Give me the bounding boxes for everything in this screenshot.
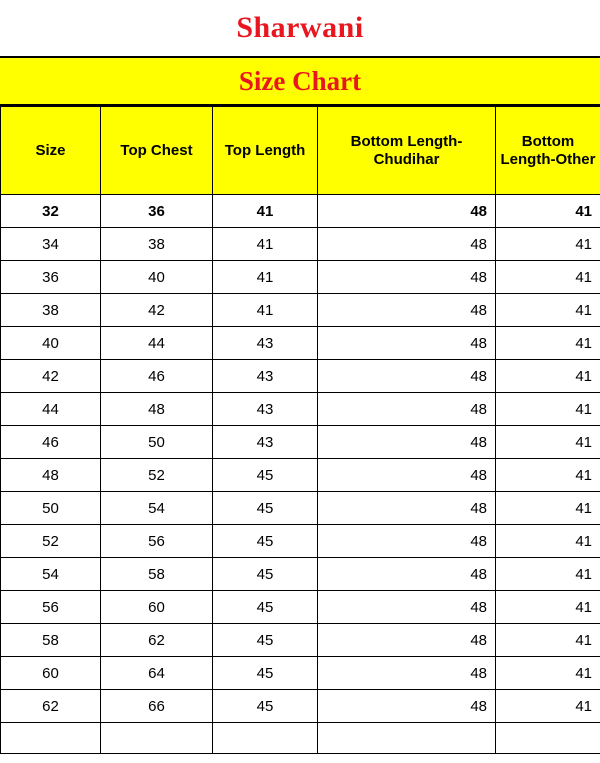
- cell-bottom-length-chudihar: 48: [318, 228, 496, 261]
- cell-top-chest: 66: [101, 690, 213, 723]
- cell-top-chest: 48: [101, 393, 213, 426]
- table-row: [1, 558, 600, 591]
- cell-blank: [1, 723, 101, 754]
- cell-top-length: 45: [213, 525, 318, 558]
- cell-top-length: 45: [213, 690, 318, 723]
- column-header-bottom-length-chudihar: Bottom Length-Chudihar: [318, 107, 496, 195]
- table-row: [1, 459, 600, 492]
- cell-size: 36: [1, 261, 101, 294]
- cell-size: 56: [1, 591, 101, 624]
- cell-size: 38: [1, 294, 101, 327]
- document-subtitle-row: [0, 58, 600, 106]
- cell-size: 50: [1, 492, 101, 525]
- cell-top-chest: 50: [101, 426, 213, 459]
- cell-blank: [101, 723, 213, 754]
- cell-size: 54: [1, 558, 101, 591]
- cell-bottom-length-chudihar: 48: [318, 327, 496, 360]
- size-chart-table: [0, 106, 600, 754]
- cell-bottom-length-other: 41: [496, 459, 600, 492]
- cell-bottom-length-chudihar: 48: [318, 525, 496, 558]
- cell-bottom-length-chudihar: 48: [318, 261, 496, 294]
- cell-top-length: 43: [213, 360, 318, 393]
- table-row: [1, 294, 600, 327]
- cell-top-chest: 56: [101, 525, 213, 558]
- cell-top-chest: 44: [101, 327, 213, 360]
- cell-size: 52: [1, 525, 101, 558]
- table-header-row: [1, 107, 600, 195]
- column-header-top-length: Top Length: [213, 107, 318, 195]
- cell-bottom-length-other: 41: [496, 657, 600, 690]
- column-header-size: Size: [1, 107, 101, 195]
- cell-bottom-length-chudihar: 48: [318, 492, 496, 525]
- cell-bottom-length-other: 41: [496, 558, 600, 591]
- cell-top-length: 43: [213, 426, 318, 459]
- cell-top-length: 43: [213, 393, 318, 426]
- table-row: [1, 228, 600, 261]
- table-row: [1, 525, 600, 558]
- page-subtitle: Size Chart: [238, 65, 362, 96]
- cell-top-chest: 62: [101, 624, 213, 657]
- cell-top-length: 45: [213, 492, 318, 525]
- cell-top-length: 45: [213, 459, 318, 492]
- cell-bottom-length-chudihar: 48: [318, 294, 496, 327]
- table-header: [1, 107, 600, 195]
- cell-bottom-length-chudihar: 48: [318, 459, 496, 492]
- table-row: [1, 195, 600, 228]
- cell-top-length: 45: [213, 591, 318, 624]
- cell-top-chest: 46: [101, 360, 213, 393]
- cell-bottom-length-other: 41: [496, 228, 600, 261]
- cell-bottom-length-chudihar: 48: [318, 360, 496, 393]
- cell-top-length: 41: [213, 294, 318, 327]
- table-row: [1, 393, 600, 426]
- cell-bottom-length-other: 41: [496, 393, 600, 426]
- table-row-blank: [1, 723, 600, 754]
- cell-bottom-length-chudihar: 48: [318, 657, 496, 690]
- cell-blank: [496, 723, 600, 754]
- cell-top-chest: 52: [101, 459, 213, 492]
- cell-size: 42: [1, 360, 101, 393]
- table-row: [1, 492, 600, 525]
- column-header-top-chest: Top Chest: [101, 107, 213, 195]
- cell-top-length: 45: [213, 624, 318, 657]
- cell-bottom-length-other: 41: [496, 492, 600, 525]
- cell-bottom-length-other: 41: [496, 195, 600, 228]
- cell-top-length: 43: [213, 327, 318, 360]
- cell-size: 58: [1, 624, 101, 657]
- cell-top-chest: 38: [101, 228, 213, 261]
- cell-blank: [213, 723, 318, 754]
- cell-bottom-length-chudihar: 48: [318, 195, 496, 228]
- cell-top-length: 41: [213, 195, 318, 228]
- cell-top-length: 41: [213, 228, 318, 261]
- cell-top-chest: 60: [101, 591, 213, 624]
- cell-bottom-length-other: 41: [496, 690, 600, 723]
- cell-size: 34: [1, 228, 101, 261]
- table-row: [1, 690, 600, 723]
- table-row: [1, 657, 600, 690]
- cell-bottom-length-other: 41: [496, 261, 600, 294]
- page-title: Sharwani: [236, 11, 364, 44]
- cell-bottom-length-chudihar: 48: [318, 624, 496, 657]
- cell-size: 40: [1, 327, 101, 360]
- cell-bottom-length-other: 41: [496, 591, 600, 624]
- table-row: [1, 426, 600, 459]
- cell-top-length: 45: [213, 558, 318, 591]
- cell-blank: [318, 723, 496, 754]
- cell-top-length: 41: [213, 261, 318, 294]
- cell-bottom-length-other: 41: [496, 360, 600, 393]
- table-row: [1, 360, 600, 393]
- cell-top-chest: 36: [101, 195, 213, 228]
- table-row: [1, 591, 600, 624]
- cell-bottom-length-other: 41: [496, 294, 600, 327]
- cell-top-chest: 64: [101, 657, 213, 690]
- cell-bottom-length-chudihar: 48: [318, 393, 496, 426]
- cell-size: 62: [1, 690, 101, 723]
- cell-bottom-length-chudihar: 48: [318, 426, 496, 459]
- cell-bottom-length-other: 41: [496, 327, 600, 360]
- cell-top-chest: 40: [101, 261, 213, 294]
- column-header-bottom-length-other: Bottom Length-Other: [496, 107, 600, 195]
- cell-size: 60: [1, 657, 101, 690]
- table-row: [1, 261, 600, 294]
- cell-bottom-length-other: 41: [496, 525, 600, 558]
- cell-size: 48: [1, 459, 101, 492]
- cell-size: 32: [1, 195, 101, 228]
- cell-top-length: 45: [213, 657, 318, 690]
- cell-bottom-length-other: 41: [496, 624, 600, 657]
- cell-bottom-length-other: 41: [496, 426, 600, 459]
- table-body: [1, 195, 600, 754]
- document-title-row: [0, 0, 600, 58]
- cell-bottom-length-chudihar: 48: [318, 558, 496, 591]
- cell-bottom-length-chudihar: 48: [318, 591, 496, 624]
- cell-size: 44: [1, 393, 101, 426]
- cell-size: 46: [1, 426, 101, 459]
- table-row: [1, 624, 600, 657]
- cell-top-chest: 42: [101, 294, 213, 327]
- cell-top-chest: 54: [101, 492, 213, 525]
- table-row: [1, 327, 600, 360]
- cell-bottom-length-chudihar: 48: [318, 690, 496, 723]
- cell-top-chest: 58: [101, 558, 213, 591]
